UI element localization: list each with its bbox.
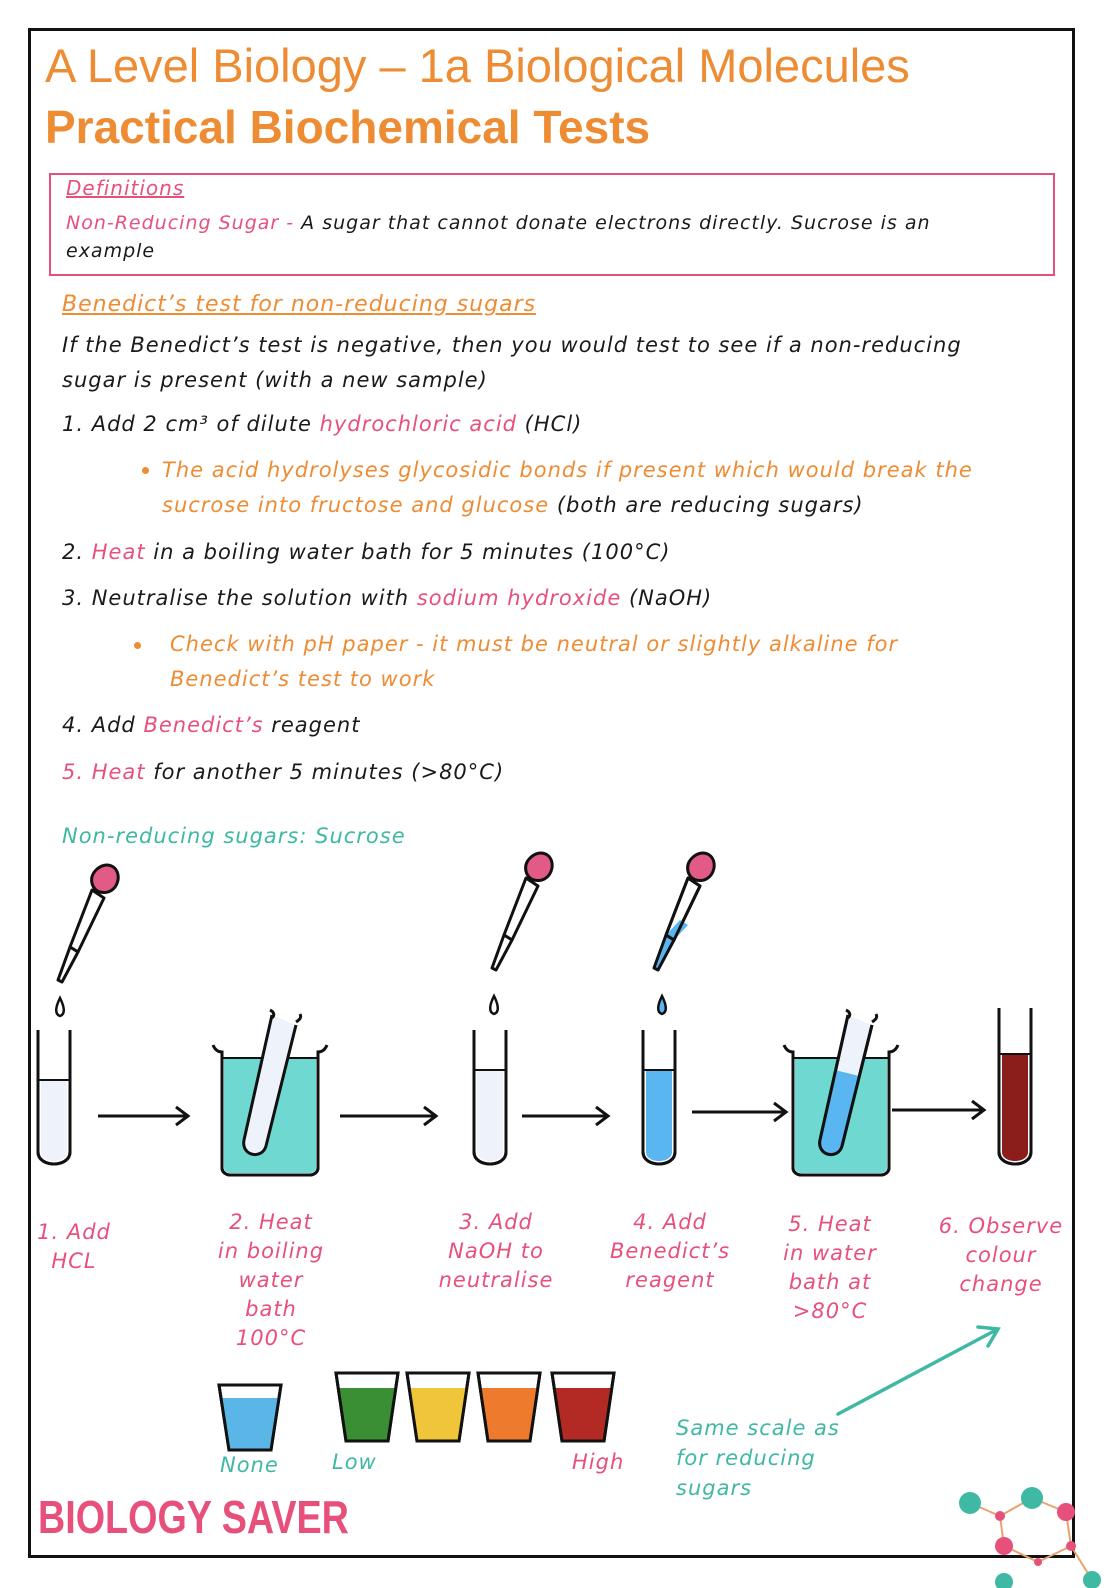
caption-step-5 [770,1210,890,1326]
drop-icon [490,996,498,1014]
caption-line: bath at [788,1270,872,1294]
arrow-icon [340,1107,436,1125]
step-1-note-end: (both are reducing sugars) [556,493,864,517]
step-2-num: 2. [62,540,85,564]
water-bath-icon [784,1010,898,1175]
pipette-icon [654,853,714,970]
caption-step-6 [926,1212,1076,1299]
arrow-icon [692,1103,786,1121]
step-1-text: 1. Add 2 cm³ of dilute [62,412,312,436]
step-4-key: Benedict’s [143,713,264,737]
step-1-note-key: sucrose into fructose and glucose [162,493,550,517]
scale-label-low: Low [332,1450,377,1474]
caption-line: water [238,1268,304,1292]
caption-line: in water [783,1241,877,1265]
step-1-key: hydrochloric acid [319,412,517,436]
diagram-label: Non-reducing sugars: Sucrose [62,824,406,848]
definition-text: A sugar that cannot donate electrons directly. Sucrose is an [301,212,931,234]
beaker-orange-icon [478,1373,540,1441]
caption-line: bath [245,1297,297,1321]
caption-line: NaOH to [448,1239,544,1263]
caption-step-1 [30,1218,118,1276]
test-tube-icon [38,1030,70,1164]
beaker-yellow-icon [407,1373,469,1441]
caption-line: in boiling [217,1239,325,1263]
page-title: A Level Biology – 1a Biological Molecules [45,39,910,92]
scale-label-high: High [572,1450,625,1474]
scale-note-cont: sugars [676,1476,753,1500]
section-intro: If the Benedict’s test is negative, then you would test to see if a non-reducing [62,333,962,357]
drop-icon [658,996,666,1014]
caption-line: >80°C [792,1299,868,1323]
arrow-icon [522,1107,608,1125]
definition-text-cont: example [66,240,156,262]
caption-line: 4. Add [633,1210,707,1234]
beaker-red-icon [552,1373,614,1441]
pointer-arrow-icon [838,1327,998,1414]
pipette-icon [492,853,552,970]
step-3-end: (NaOH) [628,586,713,610]
test-tube-icon [643,1030,675,1164]
water-bath-icon [213,1010,327,1175]
step-5-end: for another 5 minutes (>80°C) [153,760,505,784]
caption-line: 100°C [235,1326,307,1350]
caption-line: 2. Heat [229,1210,313,1234]
scale-note-cont: for reducing [676,1446,816,1470]
step-3-note-cont: Benedict’s test to work [170,667,436,691]
caption-line: HCL [51,1249,97,1273]
colour-scale [219,1373,614,1450]
caption-line: change [959,1272,1043,1296]
caption-line: colour [965,1243,1037,1267]
caption-line: 1. Add [37,1220,111,1244]
caption-step-2 [210,1208,332,1353]
definition-term: Non-Reducing Sugar - [66,212,295,234]
step-4-num: 4. Add [62,713,136,737]
step-3-note: Check with pH paper - it must be neutral or slightly alkaline for [170,632,899,656]
caption-line: Benedict’s [609,1239,731,1263]
caption-step-4 [600,1208,740,1295]
pipette-icon [58,865,118,982]
step-5-key: 5. Heat [62,760,146,784]
caption-line: 6. Observe [938,1214,1064,1238]
arrow-icon [98,1107,188,1125]
page-subtitle: Practical Biochemical Tests [45,101,651,153]
molecule-logo-icon [959,1487,1101,1588]
scale-note: Same scale as [676,1416,840,1440]
arrow-icon [892,1101,984,1119]
caption-line: 3. Add [459,1210,533,1234]
step-3-text: 3. Neutralise the solution with [62,586,410,610]
step-1-end: (HCl) [524,412,583,436]
step-2-end: in a boiling water bath for 5 minutes (100°C) [153,540,671,564]
drop-icon [56,998,64,1016]
step-2-key: Heat [91,540,146,564]
definitions-heading: Definitions [66,176,185,200]
beaker-none-icon [219,1385,281,1450]
section-heading: Benedict’s test for non-reducing sugars [62,292,537,317]
caption-step-3 [428,1208,564,1295]
section-intro-cont: sugar is present (with a new sample) [62,368,488,392]
step-3-key: sodium hydroxide [416,586,622,610]
caption-line: neutralise [438,1268,554,1292]
step-4-end: reagent [271,713,361,737]
caption-line: reagent [625,1268,715,1292]
caption-line: 5. Heat [788,1212,872,1236]
test-tube-icon [474,1030,506,1164]
test-tube-icon [999,1008,1031,1164]
step-1-note: The acid hydrolyses glycosidic bonds if present which would break the [162,458,973,482]
brand-logo: BIOLOGY SAVER [38,1491,349,1543]
beaker-green-icon [336,1373,398,1441]
scale-label-none: None [220,1453,279,1477]
